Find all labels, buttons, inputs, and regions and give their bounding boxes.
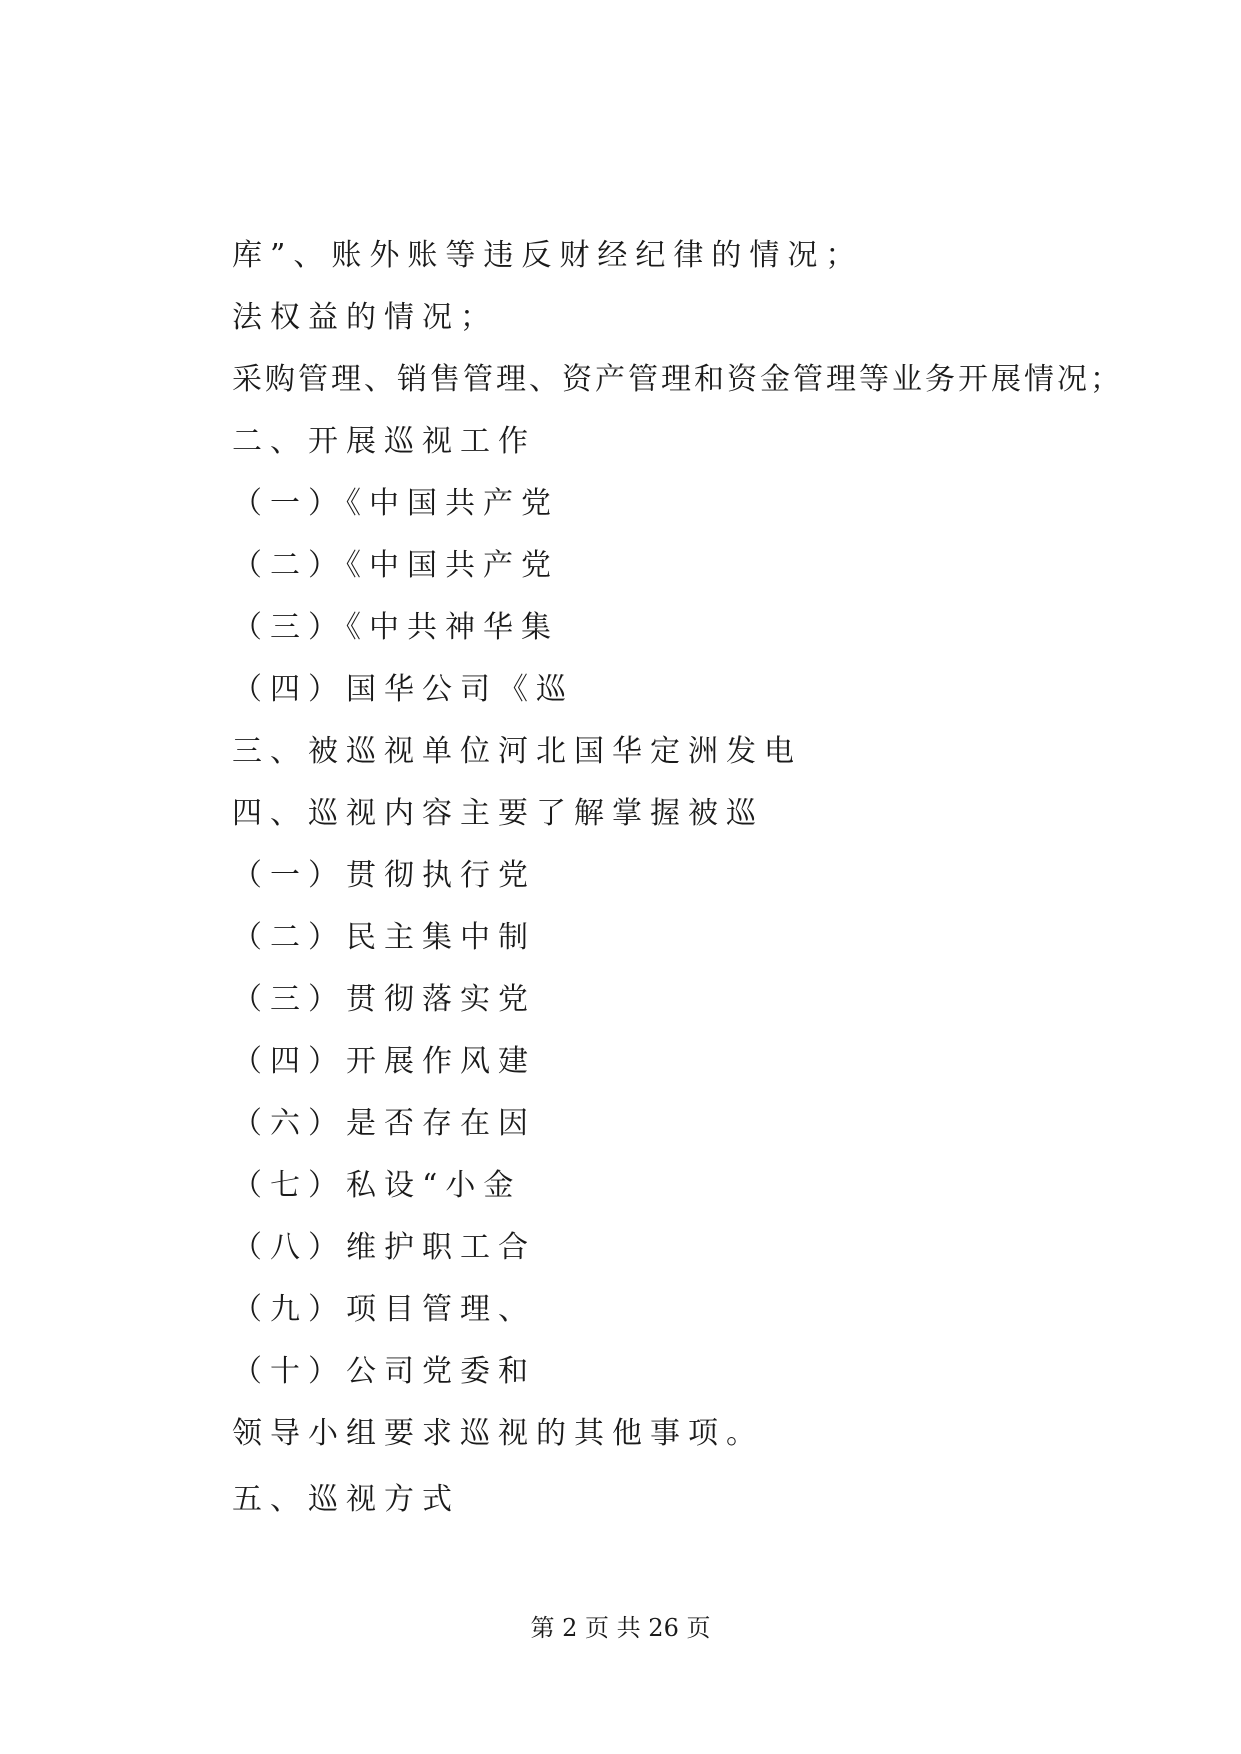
list-item: （九）项目管理、: [232, 1292, 536, 1327]
text-line: 采购管理、销售管理、资产管理和资金管理等业务开展情况；: [232, 362, 1123, 397]
list-item: （十）公司党委和: [232, 1354, 536, 1389]
text-line: 法权益的情况；: [232, 300, 498, 335]
list-item: （四）国华公司《巡: [232, 672, 574, 707]
list-item: （六）是否存在因: [232, 1106, 536, 1141]
list-item: （七）私设“小金: [232, 1168, 522, 1203]
list-item: （二）《中国共产党: [232, 548, 559, 583]
list-item: （四）开展作风建: [232, 1044, 536, 1079]
list-item: （一）《中国共产党: [232, 486, 559, 521]
text-line: 领导小组要求巡视的其他事项。: [232, 1416, 764, 1451]
list-item: （一）贯彻执行党: [232, 858, 536, 893]
list-item: （三）《中共神华集: [232, 610, 559, 645]
page-number-footer: 第 2 页 共 26 页: [530, 1614, 711, 1642]
section-heading: 二、开展巡视工作: [232, 424, 536, 459]
section-heading: 三、被巡视单位河北国华定洲发电: [232, 734, 802, 769]
list-item: （三）贯彻落实党: [232, 982, 536, 1017]
section-heading: 四、巡视内容主要了解掌握被巡: [232, 796, 764, 831]
list-item: （二）民主集中制: [232, 920, 536, 955]
section-heading: 五、巡视方式: [232, 1482, 460, 1517]
text-line: 库”、账外账等违反财经纪律的情况；: [232, 238, 864, 273]
list-item: （八）维护职工合: [232, 1230, 536, 1265]
